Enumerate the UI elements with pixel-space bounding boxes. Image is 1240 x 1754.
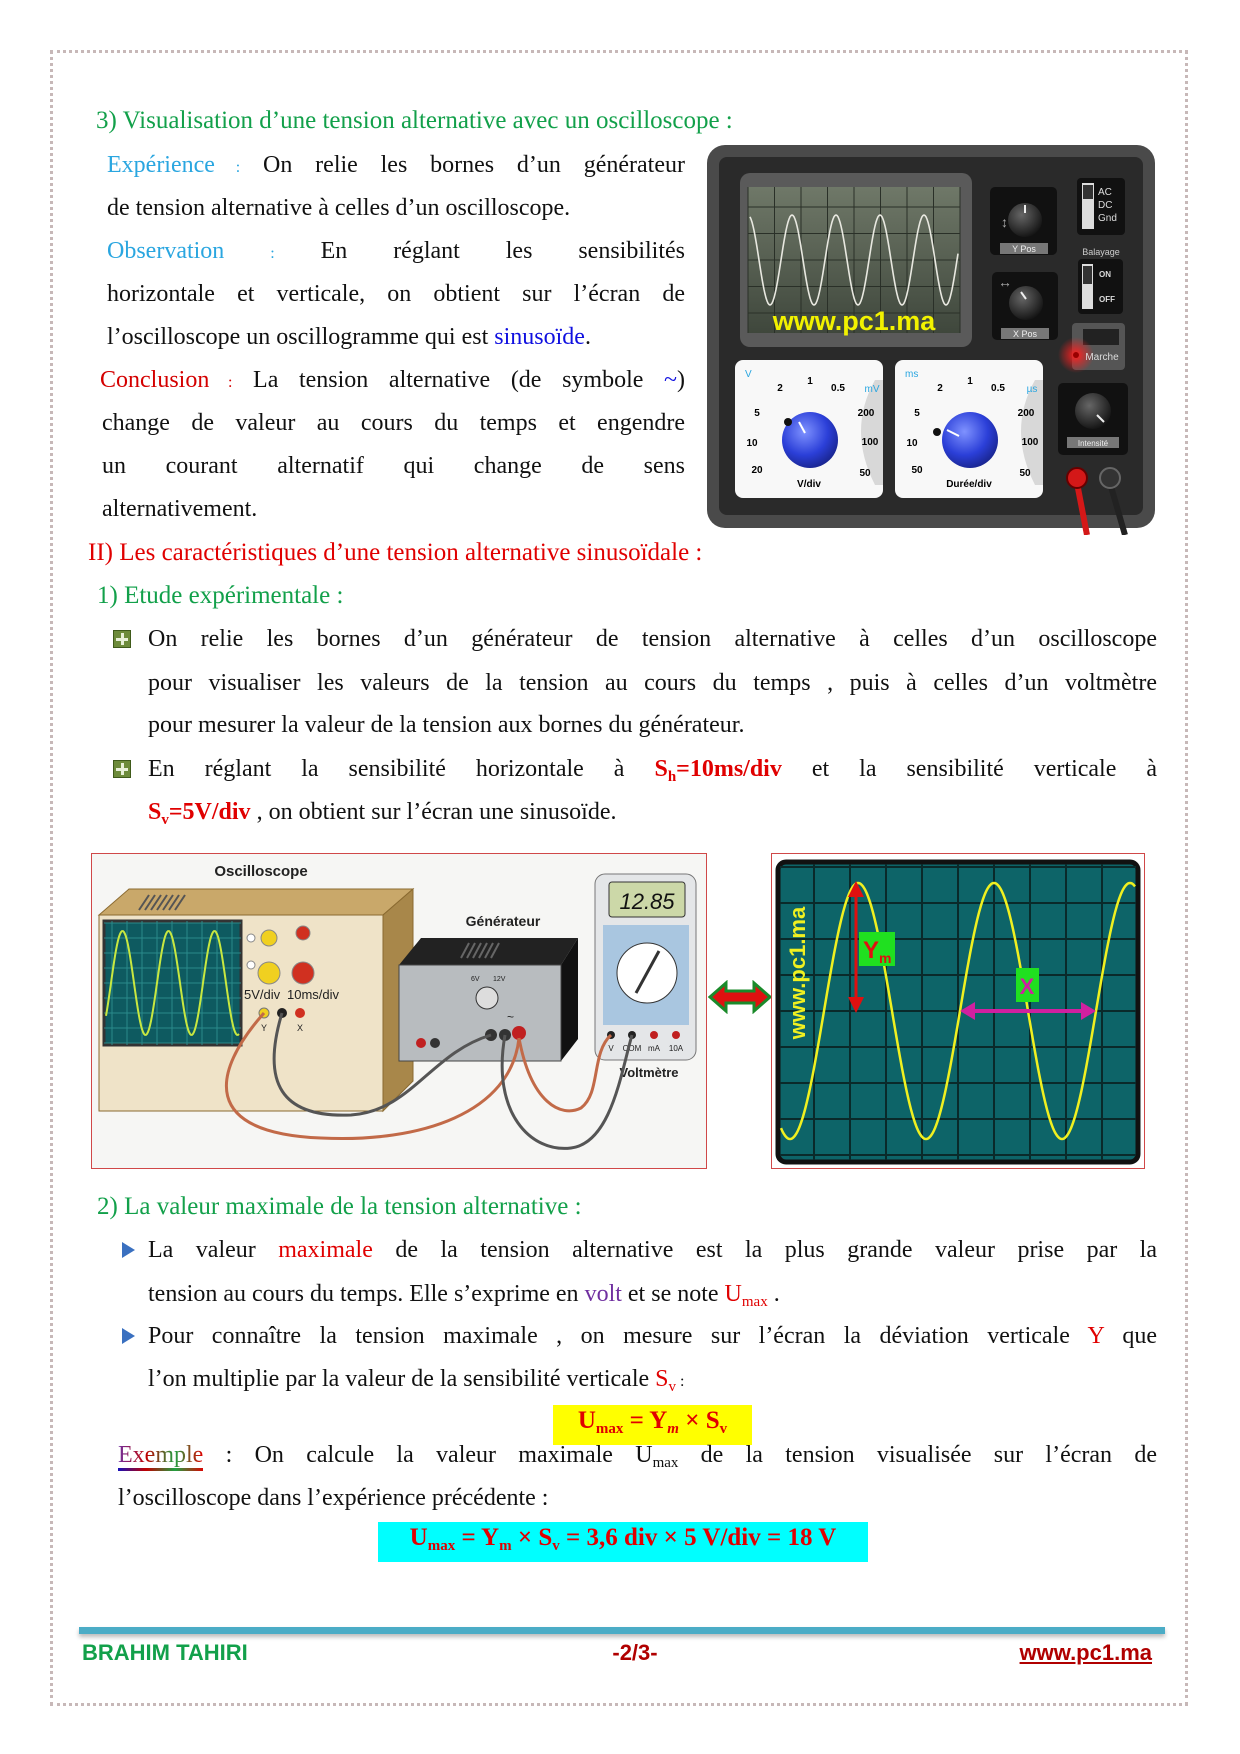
terminal-label: COM <box>622 1044 642 1053</box>
sv-symbol: $S_v$ <box>655 1366 677 1395</box>
ym-label: $Y_m$ <box>863 937 892 966</box>
dial-tick: 10 <box>746 438 758 449</box>
generator-label: Générateur <box>465 913 541 929</box>
oscilloscope-top <box>99 889 413 915</box>
voltmeter-reading: 12.85 <box>619 889 675 914</box>
dial-tick: 1 <box>807 376 813 387</box>
coupling-ac: AC <box>1098 187 1112 198</box>
leftright-arrow-icon: ↔ <box>998 274 1012 290</box>
text: En réglant les sensibilités <box>320 238 685 264</box>
text: de la tension alternative est la plus grande valeur prise par la <box>395 1237 1158 1263</box>
dial-unit: V <box>745 369 752 380</box>
on-label: ON <box>1099 270 1111 279</box>
paragraph-line: horizontale et verticale, on obtient sur l’écran de <box>107 281 685 307</box>
dial-tick: 50 <box>1019 468 1031 479</box>
colon: : <box>214 159 241 176</box>
example-line <box>118 1440 1157 1478</box>
text: La valeur <box>148 1237 279 1263</box>
updown-arrow-icon: ↕ <box>1001 214 1008 230</box>
dial-tick: 5 <box>754 408 760 419</box>
range-label: 6V <box>471 976 480 983</box>
coupling-dc: DC <box>1098 200 1113 211</box>
section-heading-ii <box>88 538 702 568</box>
experience-label: Expérience <box>107 152 215 178</box>
terminal-label: mA <box>648 1044 660 1053</box>
watermark: www.pc1.ma <box>772 306 936 336</box>
text: ) <box>677 367 686 393</box>
intensity-label: Intensité <box>1077 439 1109 448</box>
arrow-bullet-icon <box>122 1242 135 1258</box>
footer-site-link[interactable]: www.pc1.ma <box>1019 1640 1152 1665</box>
maximale-word: maximale <box>278 1237 373 1263</box>
y-symbol: Y <box>1087 1323 1104 1349</box>
x-pos-knob[interactable] <box>1009 286 1043 320</box>
section-heading: 3) Visualisation d’une tension alternative avec un oscilloscope : <box>96 107 733 134</box>
subsection-heading: 2) La valeur maximale de la tension alternative : <box>97 1193 582 1220</box>
exemple-label: Exemple <box>118 1442 203 1471</box>
oscilloscope-panel-image <box>705 143 1160 535</box>
watermark: www.pc1.ma <box>785 906 810 1040</box>
bullet-line <box>148 1235 1157 1265</box>
bullet-line <box>148 1279 780 1317</box>
generator-knob <box>476 987 498 1009</box>
dial-tick: 200 <box>857 408 875 419</box>
bullet-line <box>148 1321 1157 1351</box>
dial-unit: ms <box>905 369 919 380</box>
colon: : <box>209 374 233 391</box>
text: La tension alternative (de symbole <box>253 367 644 393</box>
black-jack[interactable] <box>1100 468 1120 488</box>
experimental-setup-image <box>91 853 707 1169</box>
time-per-div-dial[interactable] <box>895 360 1043 498</box>
dial-tick: 0.5 <box>991 383 1005 394</box>
dial-tick: 2 <box>777 383 783 394</box>
text: En réglant la sensibilité horizontale à <box>148 756 655 782</box>
dial-tick: 5 <box>914 408 920 419</box>
text: de la tension visualisée sur l’écran de <box>678 1442 1157 1468</box>
dial-tick: 200 <box>1017 408 1035 419</box>
example-line: l’oscilloscope dans l’expérience précédente : <box>118 1485 549 1511</box>
sh-value: $S_h=10ms$/div <box>654 756 782 785</box>
bullet-line: On relie les bornes d’un générateur de tension alternative à celles d’un oscilloscope <box>148 626 1157 652</box>
formula-umax: $U_{max} = Y_m \times S_v$ <box>553 1405 752 1445</box>
terminal-label: 10A <box>668 1044 684 1053</box>
colon: : <box>676 1373 685 1390</box>
page-number: -2/3- <box>612 1640 658 1665</box>
paragraph-line: de tension alternative à celles d’un oscilloscope. <box>107 195 571 221</box>
double-arrow-icon <box>708 980 772 1014</box>
dial-tick: 10 <box>906 438 918 449</box>
x-input-label: X <box>296 1023 304 1033</box>
terminal-label: V <box>608 1044 614 1053</box>
arrow-bullet-icon <box>122 1328 135 1344</box>
subsection-heading: 1) Etude expérimentale : <box>97 582 344 609</box>
plus-square-bullet-icon <box>113 630 131 648</box>
bullet-line <box>148 1364 684 1402</box>
sv-label: 5V/div <box>244 987 281 1002</box>
red-jack[interactable] <box>1067 468 1087 488</box>
red-knob <box>292 962 314 984</box>
text: Pour connaître la tension maximale , on mesure sur l’écran la déviation verticale <box>148 1323 1088 1349</box>
range-label: 12V <box>493 976 506 983</box>
text: et se note <box>621 1281 725 1307</box>
footer-author: BRAHIM TAHIRI <box>82 1640 248 1665</box>
ac-symbol-icon: ~ <box>507 1010 515 1024</box>
text: l’on multiplie par la valeur de la sensibilité verticale <box>148 1366 656 1392</box>
dial-tick: 20 <box>751 465 763 476</box>
dial-unit: mV <box>864 384 880 395</box>
oscilloscope-label: Oscilloscope <box>214 863 308 880</box>
dial-tick: 1 <box>967 376 973 387</box>
sinusoide-word: sinusoïde <box>494 324 585 350</box>
text: On relie les bornes d’un générateur <box>263 152 685 178</box>
dial-knob[interactable] <box>942 412 998 468</box>
subscript: max <box>652 1455 679 1471</box>
dial-tick: 100 <box>1021 437 1039 448</box>
text: , on obtient sur l’écran une sinusoïde. <box>250 799 617 825</box>
text: tension au cours du temps. Elle s’exprime en <box>148 1281 585 1307</box>
marche-label: Marche <box>1085 352 1119 363</box>
voltmeter-label: Voltmètre <box>619 1065 679 1080</box>
paragraph-line <box>100 365 685 398</box>
paragraph-line <box>107 236 685 269</box>
conclusion-label: Conclusion <box>100 367 210 393</box>
dial-tick: 50 <box>911 465 923 476</box>
dial-tick: 50 <box>859 468 871 479</box>
dial-tick: 0.5 <box>831 383 845 394</box>
dial-name: V/div <box>797 479 821 490</box>
bullet-line <box>148 797 616 835</box>
heading-number: II) <box>88 539 113 566</box>
off-label: OFF <box>1099 295 1115 304</box>
paragraph-line: un courant alternatif qui change de sens <box>102 453 685 479</box>
dial-name: Durée/div <box>946 479 992 490</box>
heading-text: Les caractéristiques d’une tension alternative sinusoïdale : <box>119 539 703 566</box>
paragraph-line: change de valeur au cours du temps et engendre <box>102 410 685 436</box>
dial-tick: 2 <box>937 383 943 394</box>
x-pos-label: X Pos <box>1012 329 1038 339</box>
umax-symbol: $U_{max}$ <box>724 1281 768 1310</box>
observation-label: Observation <box>107 238 225 264</box>
footer-rule <box>79 1627 1165 1634</box>
yellow-knob <box>258 962 280 984</box>
dial-tick: 100 <box>861 437 879 448</box>
text: : On calcule la valeur maximale U <box>203 1442 653 1468</box>
volts-per-div-dial[interactable] <box>735 360 883 498</box>
text: . <box>767 1281 780 1307</box>
text: que <box>1122 1323 1158 1349</box>
bullet-line: pour mesurer la valeur de la tension aux bornes du générateur. <box>148 712 745 738</box>
sv-value: $S_v=5V$/div <box>148 799 251 828</box>
formula-example: $U_{max} = Y_m \times S_v = 3,6$ div × 5 V/div = 18 V <box>378 1522 868 1562</box>
sh-label: 10ms/div <box>287 987 340 1002</box>
y-input-label: Y <box>260 1023 268 1033</box>
text: l’oscilloscope un oscillogramme qui est <box>107 324 495 350</box>
dial-unit: µs <box>1026 384 1038 395</box>
coupling-gnd: Gnd <box>1098 213 1117 224</box>
ac-symbol: ~ <box>664 367 678 393</box>
intensity-knob[interactable] <box>1075 393 1111 429</box>
paragraph-line: alternativement. <box>102 496 258 522</box>
oscillogram-image <box>771 853 1145 1169</box>
paragraph-line <box>107 322 591 352</box>
text: . <box>584 324 591 350</box>
volt-word: volt <box>584 1281 622 1307</box>
yellow-knob <box>261 930 277 946</box>
paragraph-line <box>107 150 685 183</box>
bullet-line: pour visualiser les valeurs de la tension au cours du temps , puis à celles d’un voltmètre <box>148 670 1157 696</box>
bullet-line <box>148 754 1157 792</box>
y-pos-label: Y Pos <box>1012 244 1036 254</box>
text: et la sensibilité verticale à <box>811 756 1157 782</box>
x-label: X <box>1019 974 1035 999</box>
balayage-label: Balayage <box>1082 247 1120 257</box>
plus-square-bullet-icon <box>113 760 131 778</box>
colon: : <box>270 245 275 262</box>
